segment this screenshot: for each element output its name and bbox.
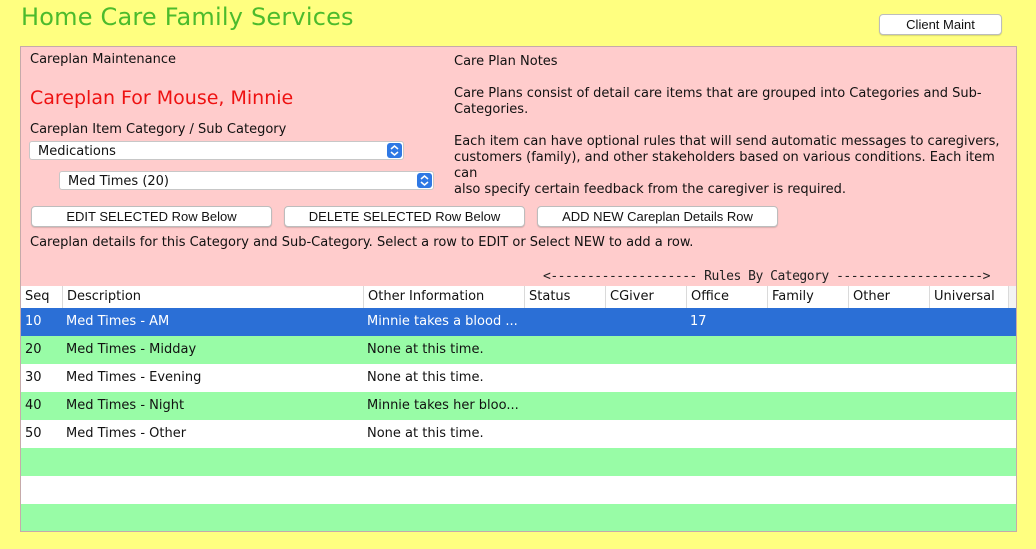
column-header-seq[interactable]: Seq — [25, 289, 50, 304]
cell-status — [524, 420, 605, 448]
cell-other — [848, 392, 929, 420]
column-header-status[interactable]: Status — [524, 286, 605, 308]
cell-description: Med Times - Other — [66, 426, 187, 441]
careplan-panel — [20, 46, 1017, 532]
details-hint: Careplan details for this Category and Sub-Category. Select a row to EDIT or Select NEW to add a row. — [30, 235, 694, 250]
cell-seq: 40 — [25, 398, 42, 413]
category-select[interactable] — [29, 141, 404, 160]
cell-family — [767, 308, 848, 336]
subcategory-select-value: Med Times (20) — [68, 174, 170, 189]
cell-status — [524, 308, 605, 336]
column-header-universal[interactable]: Universal — [929, 286, 1009, 308]
cell-office: 17 — [690, 314, 707, 329]
cell-cgiver — [605, 364, 686, 392]
add-new-row-button[interactable]: ADD NEW Careplan Details Row — [537, 206, 778, 227]
cell-other-information: None at this time. — [367, 370, 484, 385]
cell-seq: 10 — [25, 314, 42, 329]
notes-line: Categories. — [454, 102, 529, 117]
edit-selected-button[interactable]: EDIT SELECTED Row Below — [31, 206, 272, 227]
column-header-family[interactable]: Family — [767, 286, 848, 308]
cell-status — [524, 364, 605, 392]
cell-cgiver — [605, 420, 686, 448]
empty-table-row — [21, 448, 1016, 476]
cell-family — [767, 420, 848, 448]
cell-seq: 50 — [25, 426, 42, 441]
table-row[interactable] — [21, 336, 1016, 364]
column-header-other-information[interactable]: Other Information — [363, 286, 524, 308]
cell-universal — [929, 336, 1009, 364]
cell-family — [767, 364, 848, 392]
delete-selected-button[interactable]: DELETE SELECTED Row Below — [284, 206, 525, 227]
chevron-updown-icon — [387, 143, 402, 158]
empty-table-row — [21, 476, 1016, 504]
table-row[interactable] — [21, 392, 1016, 420]
cell-description: Med Times - Night — [66, 398, 185, 413]
subcategory-select[interactable] — [59, 171, 434, 190]
notes-line: also specify certain feedback from the caregiver is required. — [454, 182, 846, 197]
cell-universal — [929, 364, 1009, 392]
cell-cgiver — [605, 336, 686, 364]
cell-cgiver — [605, 308, 686, 336]
careplan-for-heading: Careplan For Mouse, Minnie — [30, 87, 294, 109]
column-header-description[interactable]: Description — [62, 286, 363, 308]
notes-paragraph-2 — [454, 134, 1014, 198]
cell-other-information: Minnie takes a blood ... — [367, 314, 518, 329]
empty-table-row — [21, 504, 1016, 531]
category-label: Careplan Item Category / Sub Category — [30, 122, 287, 137]
section-title: Careplan Maintenance — [30, 52, 177, 67]
chevron-updown-icon — [417, 173, 432, 188]
table-row[interactable] — [21, 420, 1016, 448]
cell-office — [686, 336, 767, 364]
cell-other-information: None at this time. — [367, 426, 484, 441]
table-row[interactable] — [21, 364, 1016, 392]
notes-paragraph-1 — [454, 86, 1014, 118]
cell-other — [848, 364, 929, 392]
column-header-cgiver[interactable]: CGiver — [605, 286, 686, 308]
cell-family — [767, 336, 848, 364]
cell-universal — [929, 308, 1009, 336]
column-header-other[interactable]: Other — [848, 286, 929, 308]
cell-other — [848, 308, 929, 336]
cell-description: Med Times - Evening — [66, 370, 202, 385]
cell-office — [686, 364, 767, 392]
cell-office — [686, 420, 767, 448]
notes-line: customers (family), and other stakeholders based on various conditions. Each item can — [454, 150, 995, 181]
cell-seq: 30 — [25, 370, 42, 385]
cell-status — [524, 336, 605, 364]
cell-other — [848, 420, 929, 448]
careplan-details-table — [21, 286, 1016, 531]
cell-universal — [929, 392, 1009, 420]
cell-status — [524, 392, 605, 420]
client-maint-button[interactable]: Client Maint — [879, 14, 1002, 35]
category-select-value: Medications — [38, 144, 116, 159]
table-header — [21, 286, 1016, 309]
notes-title: Care Plan Notes — [454, 54, 558, 69]
cell-other — [848, 336, 929, 364]
cell-description: Med Times - AM — [66, 314, 170, 329]
header-scroll-gutter — [1008, 286, 1016, 308]
cell-other-information: Minnie takes her bloo... — [367, 398, 519, 413]
cell-description: Med Times - Midday — [66, 342, 197, 357]
cell-office — [686, 392, 767, 420]
cell-cgiver — [605, 392, 686, 420]
cell-seq: 20 — [25, 342, 42, 357]
column-header-office[interactable]: Office — [686, 286, 767, 308]
rules-by-category-header: <-------------------- Rules By Category --------------------> — [543, 269, 990, 284]
cell-universal — [929, 420, 1009, 448]
notes-line: Care Plans consist of detail care items that are grouped into Categories and Sub- — [454, 86, 982, 101]
table-row[interactable] — [21, 308, 1016, 336]
cell-family — [767, 392, 848, 420]
app-title: Home Care Family Services — [21, 3, 354, 31]
cell-other-information: None at this time. — [367, 342, 484, 357]
notes-line: Each item can have optional rules that will send automatic messages to caregivers, — [454, 134, 1000, 149]
